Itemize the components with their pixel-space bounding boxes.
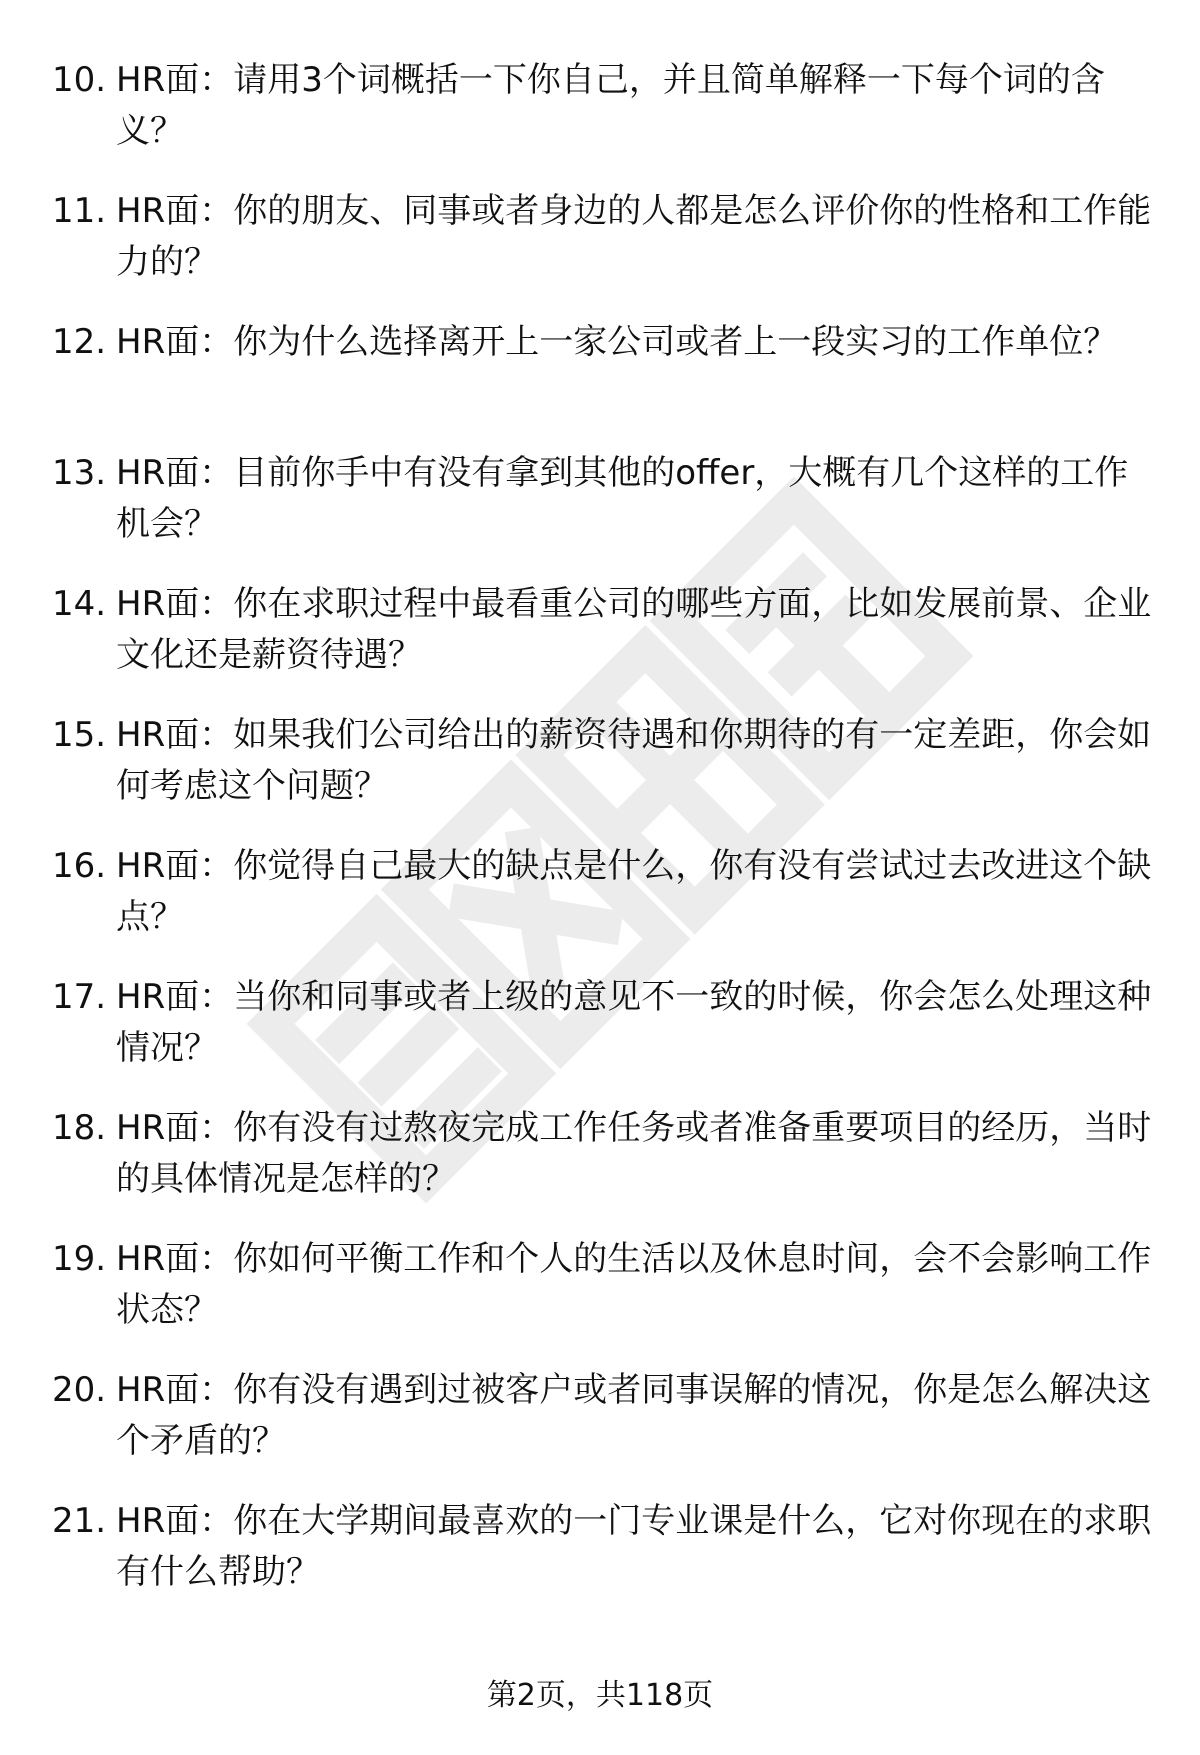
question-item	[52, 841, 1162, 972]
question-number: 12.	[52, 322, 107, 362]
question-number: 21.	[52, 1501, 107, 1541]
question-text: HR面：你为什么选择离开上一家公司或者上一段实习的工作单位？	[116, 322, 1118, 362]
question-item	[52, 972, 1162, 1103]
question-number: 13.	[52, 453, 107, 493]
question-number: 14.	[52, 584, 107, 624]
question-text: HR面：你有没有遇到过被客户或者同事误解的情况，你是怎么解决这个矛盾的？	[116, 1370, 1152, 1461]
question-number: 11.	[52, 191, 107, 231]
question-item	[52, 710, 1162, 841]
question-text: HR面：如果我们公司给出的薪资待遇和你期待的有一定差距，你会如何考虑这个问题？	[116, 715, 1152, 806]
question-item	[52, 1365, 1162, 1496]
question-item	[52, 55, 1162, 186]
question-text: HR面：请用3个词概括一下你自己，并且简单解释一下每个词的含义？	[116, 60, 1105, 151]
question-number: 17.	[52, 977, 107, 1017]
page-number-footer: 第2页，共118页	[486, 1678, 714, 1713]
question-list	[52, 55, 1162, 1627]
question-number: 18.	[52, 1108, 107, 1148]
question-number: 16.	[52, 846, 107, 886]
question-number: 10.	[52, 60, 107, 100]
question-text: HR面：你在大学期间最喜欢的一门专业课是什么，它对你现在的求职有什么帮助？	[116, 1501, 1152, 1592]
question-text: HR面：你如何平衡工作和个人的生活以及休息时间，会不会影响工作状态？	[116, 1239, 1152, 1330]
question-text: HR面：你的朋友、同事或者身边的人都是怎么评价你的性格和工作能力的？	[116, 191, 1152, 282]
question-item	[52, 1234, 1162, 1365]
question-item	[52, 1103, 1162, 1234]
question-number: 19.	[52, 1239, 107, 1279]
question-item	[52, 579, 1162, 710]
question-text: HR面：目前你手中有没有拿到其他的offer，大概有几个这样的工作机会？	[116, 453, 1129, 544]
question-item	[52, 1496, 1162, 1627]
question-text: HR面：你觉得自己最大的缺点是什么，你有没有尝试过去改进这个缺点？	[116, 846, 1152, 937]
question-item	[52, 186, 1162, 317]
question-text: HR面：当你和同事或者上级的意见不一致的时候，你会怎么处理这种情况？	[116, 977, 1152, 1068]
question-number: 20.	[52, 1370, 107, 1410]
question-text: HR面：你在求职过程中最看重公司的哪些方面，比如发展前景、企业文化还是薪资待遇？	[116, 584, 1152, 675]
question-item	[52, 317, 1162, 448]
question-number: 15.	[52, 715, 107, 755]
question-text: HR面：你有没有过熬夜完成工作任务或者准备重要项目的经历，当时的具体情况是怎样的？	[116, 1108, 1152, 1199]
question-item	[52, 448, 1162, 579]
